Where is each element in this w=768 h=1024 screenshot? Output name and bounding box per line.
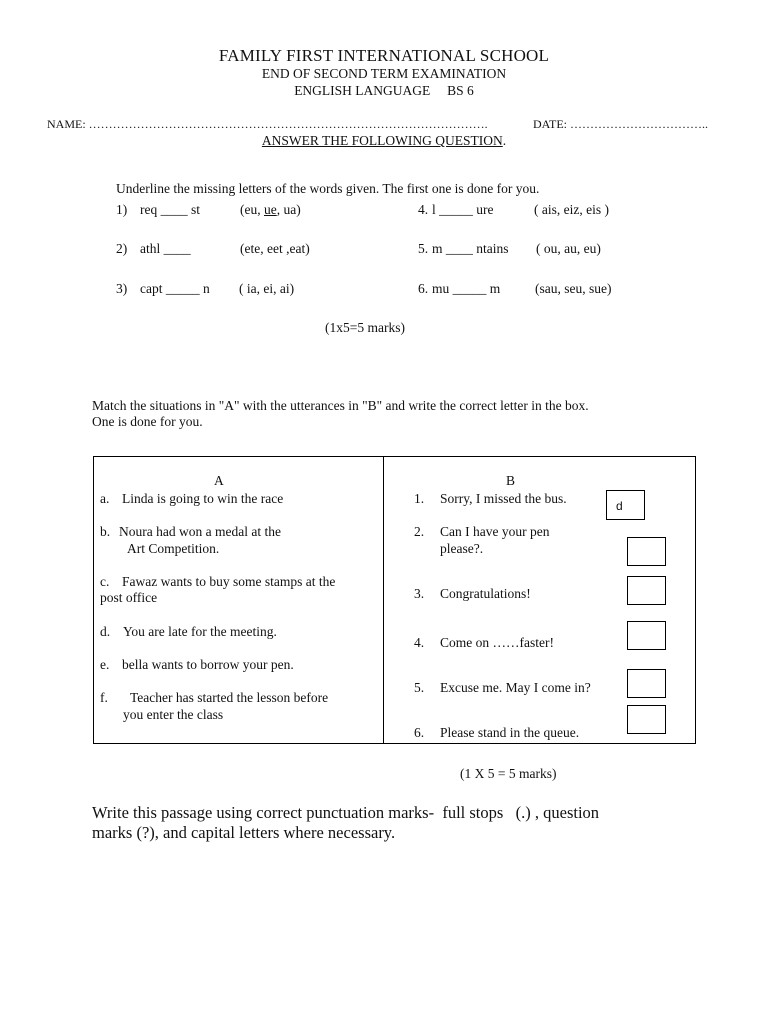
situation-text: Fawaz wants to buy some stamps at the (122, 574, 336, 589)
utterance-number: 4. (414, 635, 425, 650)
situation-text-cont: post office (100, 590, 158, 605)
utterance-text: Please stand in the queue. (440, 725, 580, 740)
main-instruction: ANSWER THE FOLLOWING QUESTION. (261, 133, 507, 148)
situation-letter: f. (100, 690, 108, 705)
situation-letter: e. (100, 657, 110, 672)
item-options: ( ia, ei, ai) (239, 281, 295, 296)
situation-text: You are late for the meeting. (123, 624, 277, 639)
item-number: 5. (418, 241, 429, 256)
date-field-label: DATE: …………………………….. (533, 117, 708, 131)
section3-line2: marks (?), and capital letters where necessary. (92, 823, 396, 842)
utterance-text: Sorry, I missed the bus. (440, 491, 567, 506)
situation-text-cont: you enter the class (123, 707, 224, 722)
answer-box[interactable] (627, 576, 666, 605)
item-word: capt _____ n (140, 281, 210, 296)
answer-box[interactable] (627, 537, 666, 566)
subject-title: ENGLISH LANGUAGE BS 6 (294, 83, 474, 98)
situation-letter: c. (100, 574, 110, 589)
item-options: (ete, eet ,eat) (240, 241, 310, 256)
item-word: athl ____ (140, 241, 191, 256)
answer-text: d (616, 499, 623, 513)
situation-letter: a. (100, 491, 110, 506)
item-word: mu _____ m (432, 281, 501, 296)
section2-marks: (1 X 5 = 5 marks) (460, 766, 557, 781)
utterance-text: Excuse me. May I come in? (440, 680, 591, 695)
utterance-number: 6. (414, 725, 425, 740)
name-field-label: NAME: ………………………………………………………………………………………. (47, 117, 488, 131)
column-b-header: B (506, 473, 516, 488)
situation-letter: b. (100, 524, 111, 539)
section1-intro: Underline the missing letters of the words given. The first one is done for you. (116, 181, 540, 196)
situation-text: bella wants to borrow your pen. (122, 657, 294, 672)
utterance-text: Congratulations! (440, 586, 531, 601)
utterance-number: 3. (414, 586, 425, 601)
item-number: 4. (418, 202, 429, 217)
situation-text-cont: Art Competition. (127, 541, 220, 556)
answer-box[interactable] (627, 705, 666, 734)
utterance-number: 1. (414, 491, 425, 506)
utterance-number: 5. (414, 680, 425, 695)
section1-marks: (1x5=5 marks) (325, 320, 405, 335)
section2-intro-line2: One is done for you. (92, 414, 203, 429)
section3-line1: Write this passage using correct punctuation marks- full stops (.) , question (92, 803, 600, 822)
exam-title: END OF SECOND TERM EXAMINATION (261, 66, 507, 81)
item-options: ( ais, eiz, eis ) (534, 202, 609, 217)
answer-box[interactable] (606, 490, 645, 520)
situation-letter: d. (100, 624, 111, 639)
utterance-text-cont: please?. (440, 541, 484, 556)
school-name: FAMILY FIRST INTERNATIONAL SCHOOL (218, 46, 550, 65)
item-options: ( ou, au, eu) (536, 241, 601, 256)
situation-text: Teacher has started the lesson before (130, 690, 329, 705)
utterance-text: Can I have your pen (440, 524, 550, 539)
item-number: 6. (418, 281, 429, 296)
situation-text: Linda is going to win the race (122, 491, 284, 506)
item-options: (sau, seu, sue) (535, 281, 612, 296)
utterance-text: Come on ……faster! (440, 635, 554, 650)
item-word: l _____ ure (432, 202, 494, 217)
situation-text: Noura had won a medal at the (119, 524, 281, 539)
column-a-header: A (214, 473, 224, 488)
item-number: 3) (116, 281, 128, 296)
item-options: (eu, ue, ua) (240, 202, 301, 217)
section2-intro-line1: Match the situations in "A" with the utterances in "B" and write the correct letter in the box. (92, 398, 589, 413)
item-word: req ____ st (140, 202, 200, 217)
item-number: 2) (116, 241, 128, 256)
table-divider (383, 456, 384, 744)
utterance-number: 2. (414, 524, 425, 539)
item-number: 1) (116, 202, 128, 217)
answer-box[interactable] (627, 621, 666, 650)
item-word: m ____ ntains (432, 241, 509, 256)
answer-box[interactable] (627, 669, 666, 698)
